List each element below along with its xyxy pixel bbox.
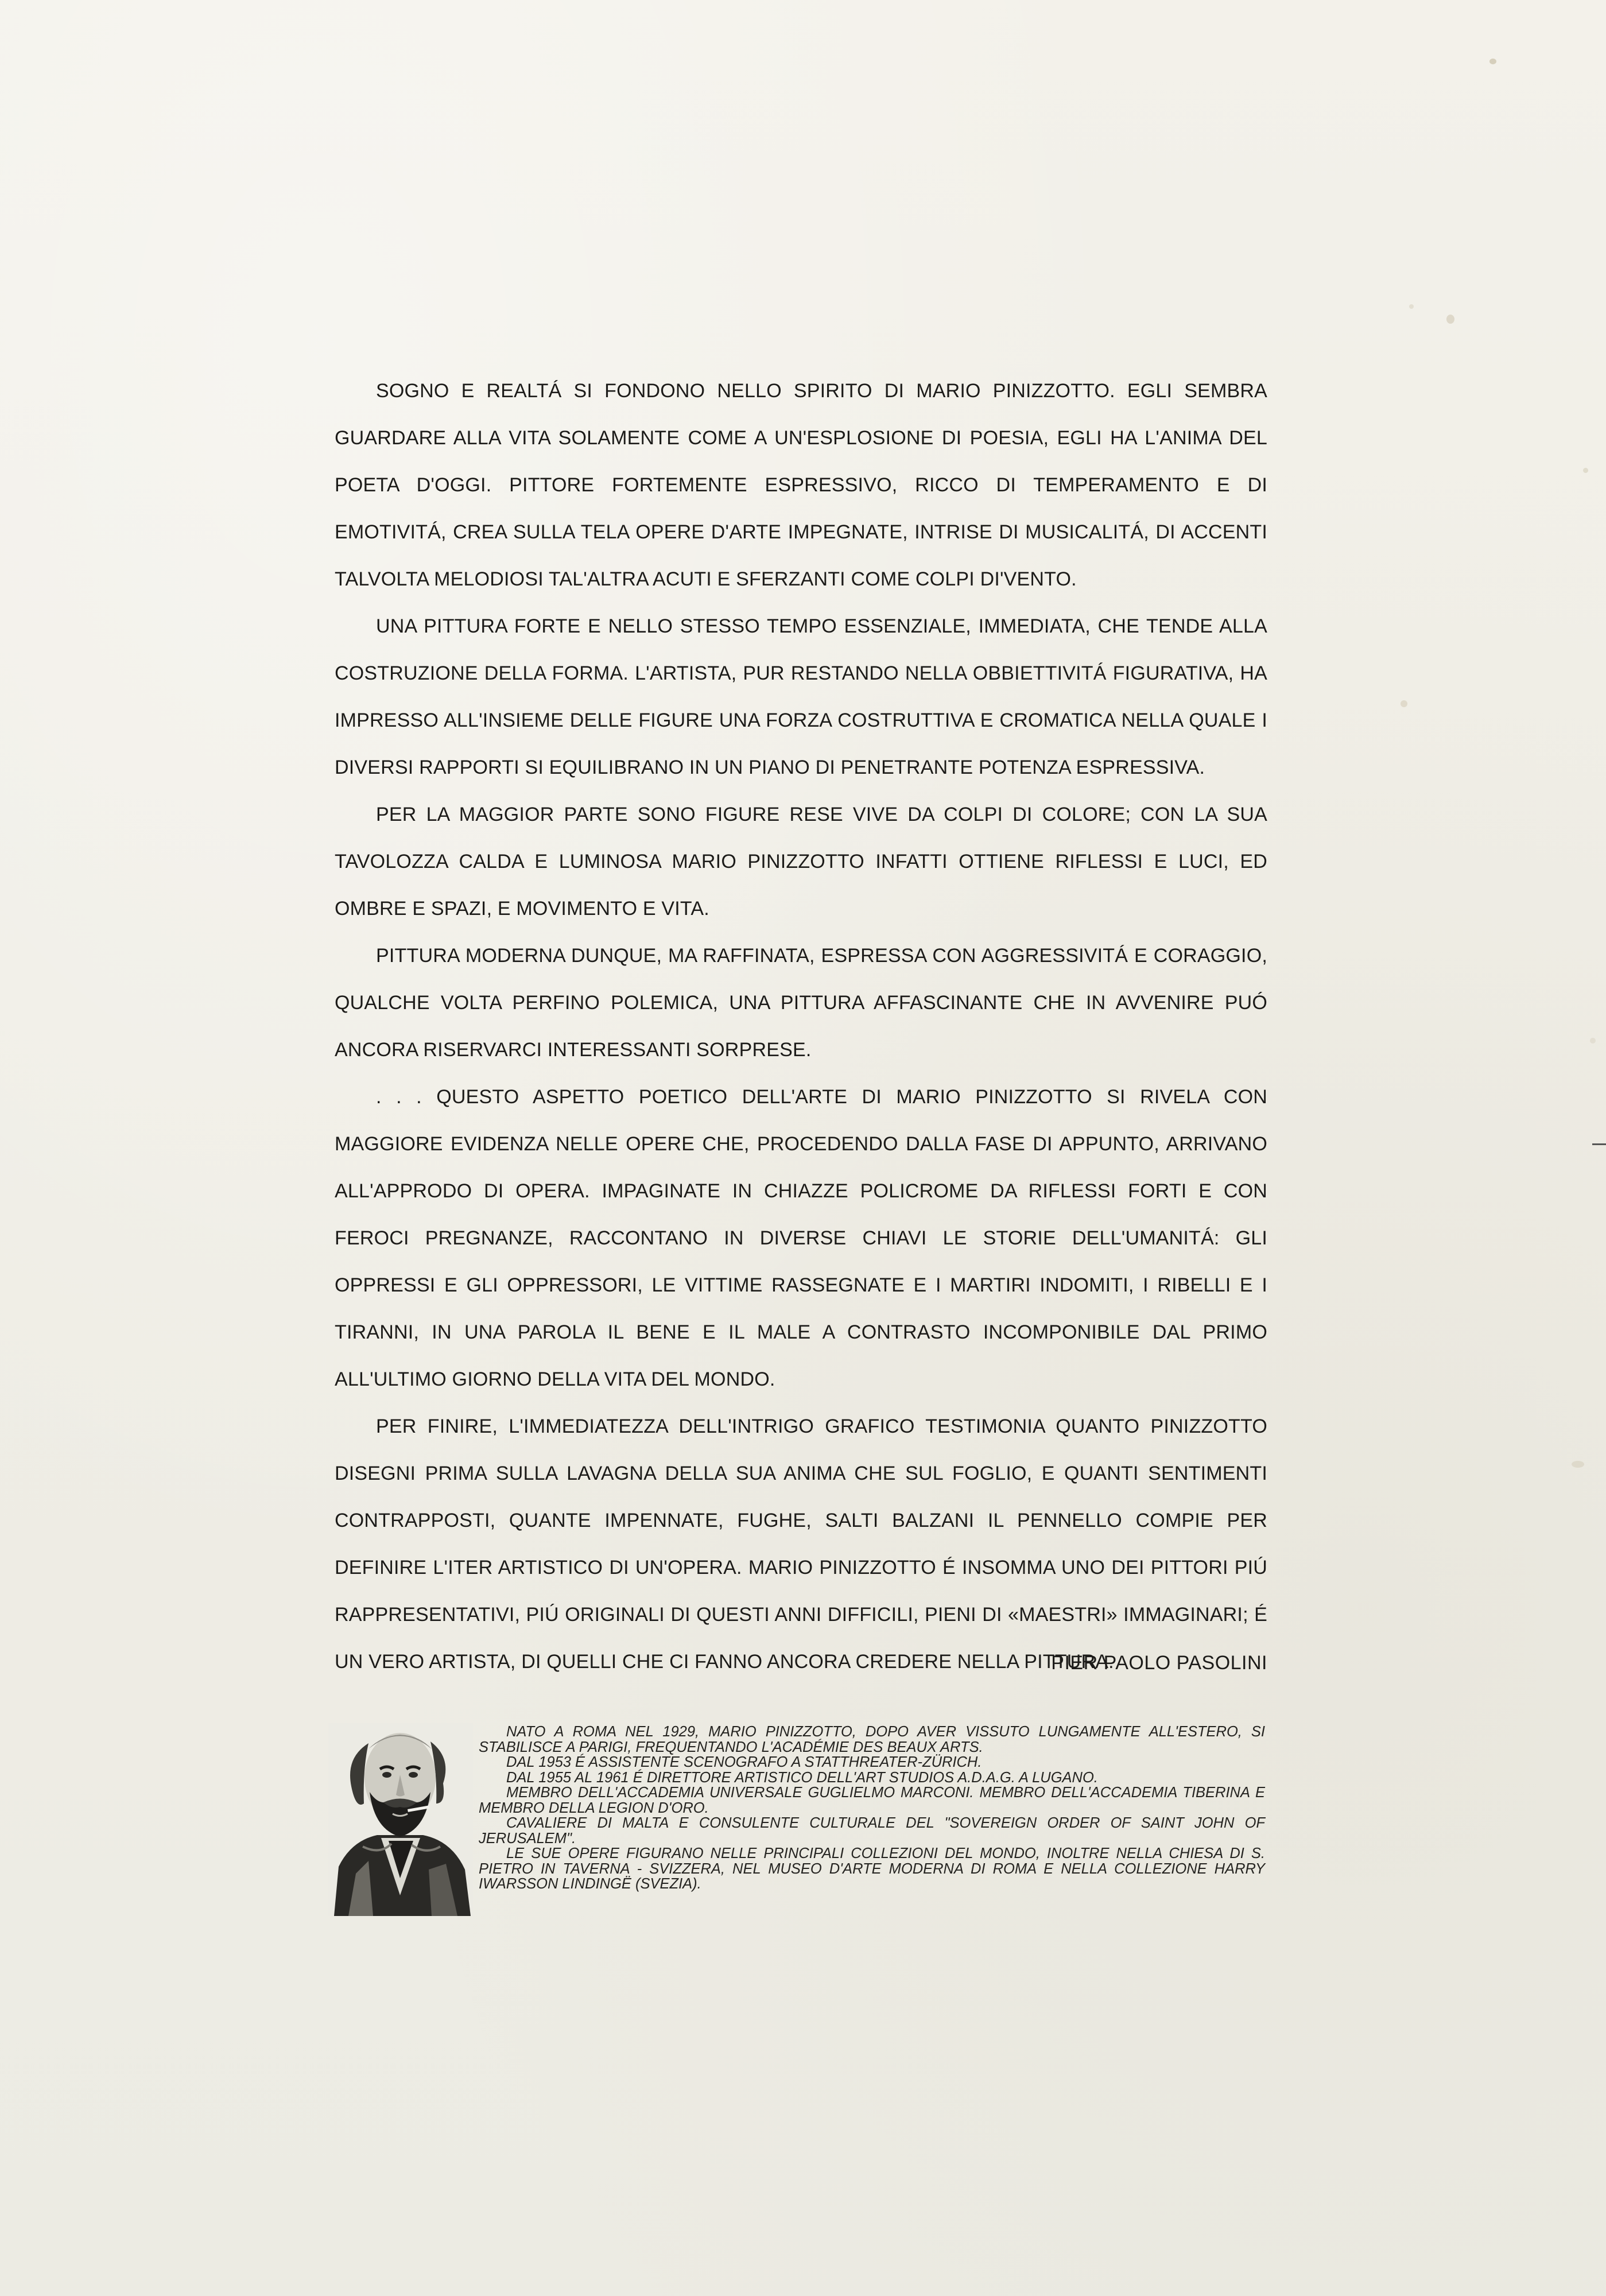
paper-stain	[1489, 59, 1496, 64]
bio-line-1: NATO A ROMA NEL 1929, MARIO PINIZZOTTO, DOPO AVER VISSUTO LUNGAMENTE ALL'ESTERO, SI STABILISCE A PARIGI, FREQUENTANDO L'ACADÉMIE DES BEAUX ARTS.	[479, 1724, 1265, 1755]
paper-stain	[1590, 1038, 1596, 1044]
paragraph-1: SOGNO E REALTÁ SI FONDONO NELLO SPIRITO DI MARIO PINIZZOTTO. EGLI SEMBRA GUARDARE ALLA VITA SOLAMENTE COME A UN'ESPLOSIONE DI POESIA, EGLI HA L'ANIMA DEL POETA D'OGGI. PITTORE FORTEMENTE ESPRESSIVO, RICCO DI TEMPERAMENTO E DI EMOTIVITÁ, CREA SULLA TELA OPERE D'ARTE IMPEGNATE, INTRISE DI MUSICALITÁ, DI ACCENTI TALVOLTA MELODIOSI TAL'ALTRA ACUTI E SFERZANTI COME COLPI DI'VENTO.	[335, 380, 1267, 590]
artist-bio	[328, 1717, 1264, 1924]
paper-stain	[1401, 700, 1407, 707]
portrait-drawing	[328, 1723, 473, 1916]
bio-line-5: CAVALIERE DI MALTA E CONSULENTE CULTURALE DEL "SOVEREIGN ORDER OF SAINT JOHN OF JERUSALEM".	[479, 1815, 1265, 1847]
edge-mark	[1592, 1143, 1606, 1145]
paper-stain	[1409, 304, 1414, 309]
author-signature: PIER PAOLO PASOLINI	[1051, 1652, 1267, 1674]
paragraph-3: PER LA MAGGIOR PARTE SONO FIGURE RESE VIVE DA COLPI DI COLORE; CON LA SUA TAVOLOZZA CALDA E LUMINOSA MARIO PINIZZOTTO INFATTI OTTIENE RIFLESSI E LUCI, ED OMBRE E SPAZI, E MOVIMENTO E VITA.	[335, 804, 1267, 920]
bio-text	[479, 1724, 1265, 1892]
paragraph-6: PER FINIRE, L'IMMEDIATEZZA DELL'INTRIGO GRAFICO TESTIMONIA QUANTO PINIZZOTTO DISEGNI PRIMA SULLA LAVAGNA DELLA SUA ANIMA CHE SUL FOGLIO, E QUANTI SENTIMENTI CONTRAPPOSTI, QUANTE IMPENNATE, FUGHE, SALTI BALZANI IL PENNELLO COMPIE PER DEFINIRE L'ITER ARTISTICO DI UN'OPERA. MARIO PINIZZOTTO É INSOMMA UNO DEI PITTORI PIÚ RAPPRESENTATIVI, PIÚ ORIGINALI DI QUESTI ANNI DIFFICILI, PIENI DI «MAESTRI» IMMAGINARI; É UN VERO ARTISTA, DI QUELLI CHE CI FANNO ANCORA CREDERE NELLA PITTURA.	[335, 1415, 1267, 1673]
paragraph-2: UNA PITTURA FORTE E NELLO STESSO TEMPO ESSENZIALE, IMMEDIATA, CHE TENDE ALLA COSTRUZIONE DELLA FORMA. L'ARTISTA, PUR RESTANDO NELLA OBBIETTIVITÁ FIGURATIVA, HA IMPRESSO ALL'INSIEME DELLE FIGURE UNA FORZA COSTRUTTIVA E CROMATICA NELLA QUALE I DIVERSI RAPPORTI SI EQUILIBRANO IN UN PIANO DI PENETRANTE POTENZA ESPRESSIVA.	[335, 615, 1267, 778]
paragraph-4: PITTURA MODERNA DUNQUE, MA RAFFINATA, ESPRESSA CON AGGRESSIVITÁ E CORAGGIO, QUALCHE VOLTA PERFINO POLEMICA, UNA PITTURA AFFASCINANTE CHE IN AVVENIRE PUÓ ANCORA RISERVARCI INTERESSANTI SORPRESE.	[335, 945, 1267, 1061]
bio-line-6: LE SUE OPERE FIGURANO NELLE PRINCIPALI COLLEZIONI DEL MONDO, INOLTRE NELLA CHIESA DI S. PIETRO IN TAVERNA - SVIZZERA, NEL MUSEO D'ARTE MODERNA DI ROMA E NELLA COLLEZIONE HARRY IWARSSON LINDINGË (SVEZIA).	[479, 1845, 1265, 1892]
bio-line-3: DAL 1955 AL 1961 É DIRETTORE ARTISTICO DELL'ART STUDIOS A.D.A.G. A LUGANO.	[506, 1769, 1098, 1786]
paper-stain	[1583, 468, 1588, 473]
paragraph-5: . . . QUESTO ASPETTO POETICO DELL'ARTE DI MARIO PINIZZOTTO SI RIVELA CON MAGGIORE EVIDENZA NELLE OPERE CHE, PROCEDENDO DALLA FASE DI APPUNTO, ARRIVANO ALL'APPRODO DI OPERA. IMPAGINATE IN CHIAZZE POLICROME DA RIFLESSI FORTI E CON FEROCI PREGNANZE, RACCONTANO IN DIVERSE CHIAVI LE STORIE DELL'UMANITÁ: GLI OPPRESSI E GLI OPPRESSORI, LE VITTIME RASSEGNATE E I MARTIRI INDOMITI, I RIBELLI E I TIRANNI, IN UNA PAROLA IL BENE E IL MALE A CONTRASTO INCOMPONIBILE DAL PRIMO ALL'ULTIMO GIORNO DELLA VITA DEL MONDO.	[335, 1086, 1267, 1390]
bio-line-2: DAL 1953 É ASSISTENTE SCENOGRAFO A STATTHREATER-ZÜRICH.	[506, 1754, 982, 1770]
bio-line-4: MEMBRO DELL'ACCADEMIA UNIVERSALE GUGLIELMO MARCONI. MEMBRO DELL'ACCADEMIA TIBERINA E MEMBRO DELLA LEGION D'ORO.	[479, 1785, 1265, 1816]
paper-stain	[1572, 1461, 1584, 1468]
paper-stain	[1446, 315, 1454, 324]
essay-text	[335, 367, 1267, 1685]
artist-portrait-photo	[328, 1723, 473, 1916]
